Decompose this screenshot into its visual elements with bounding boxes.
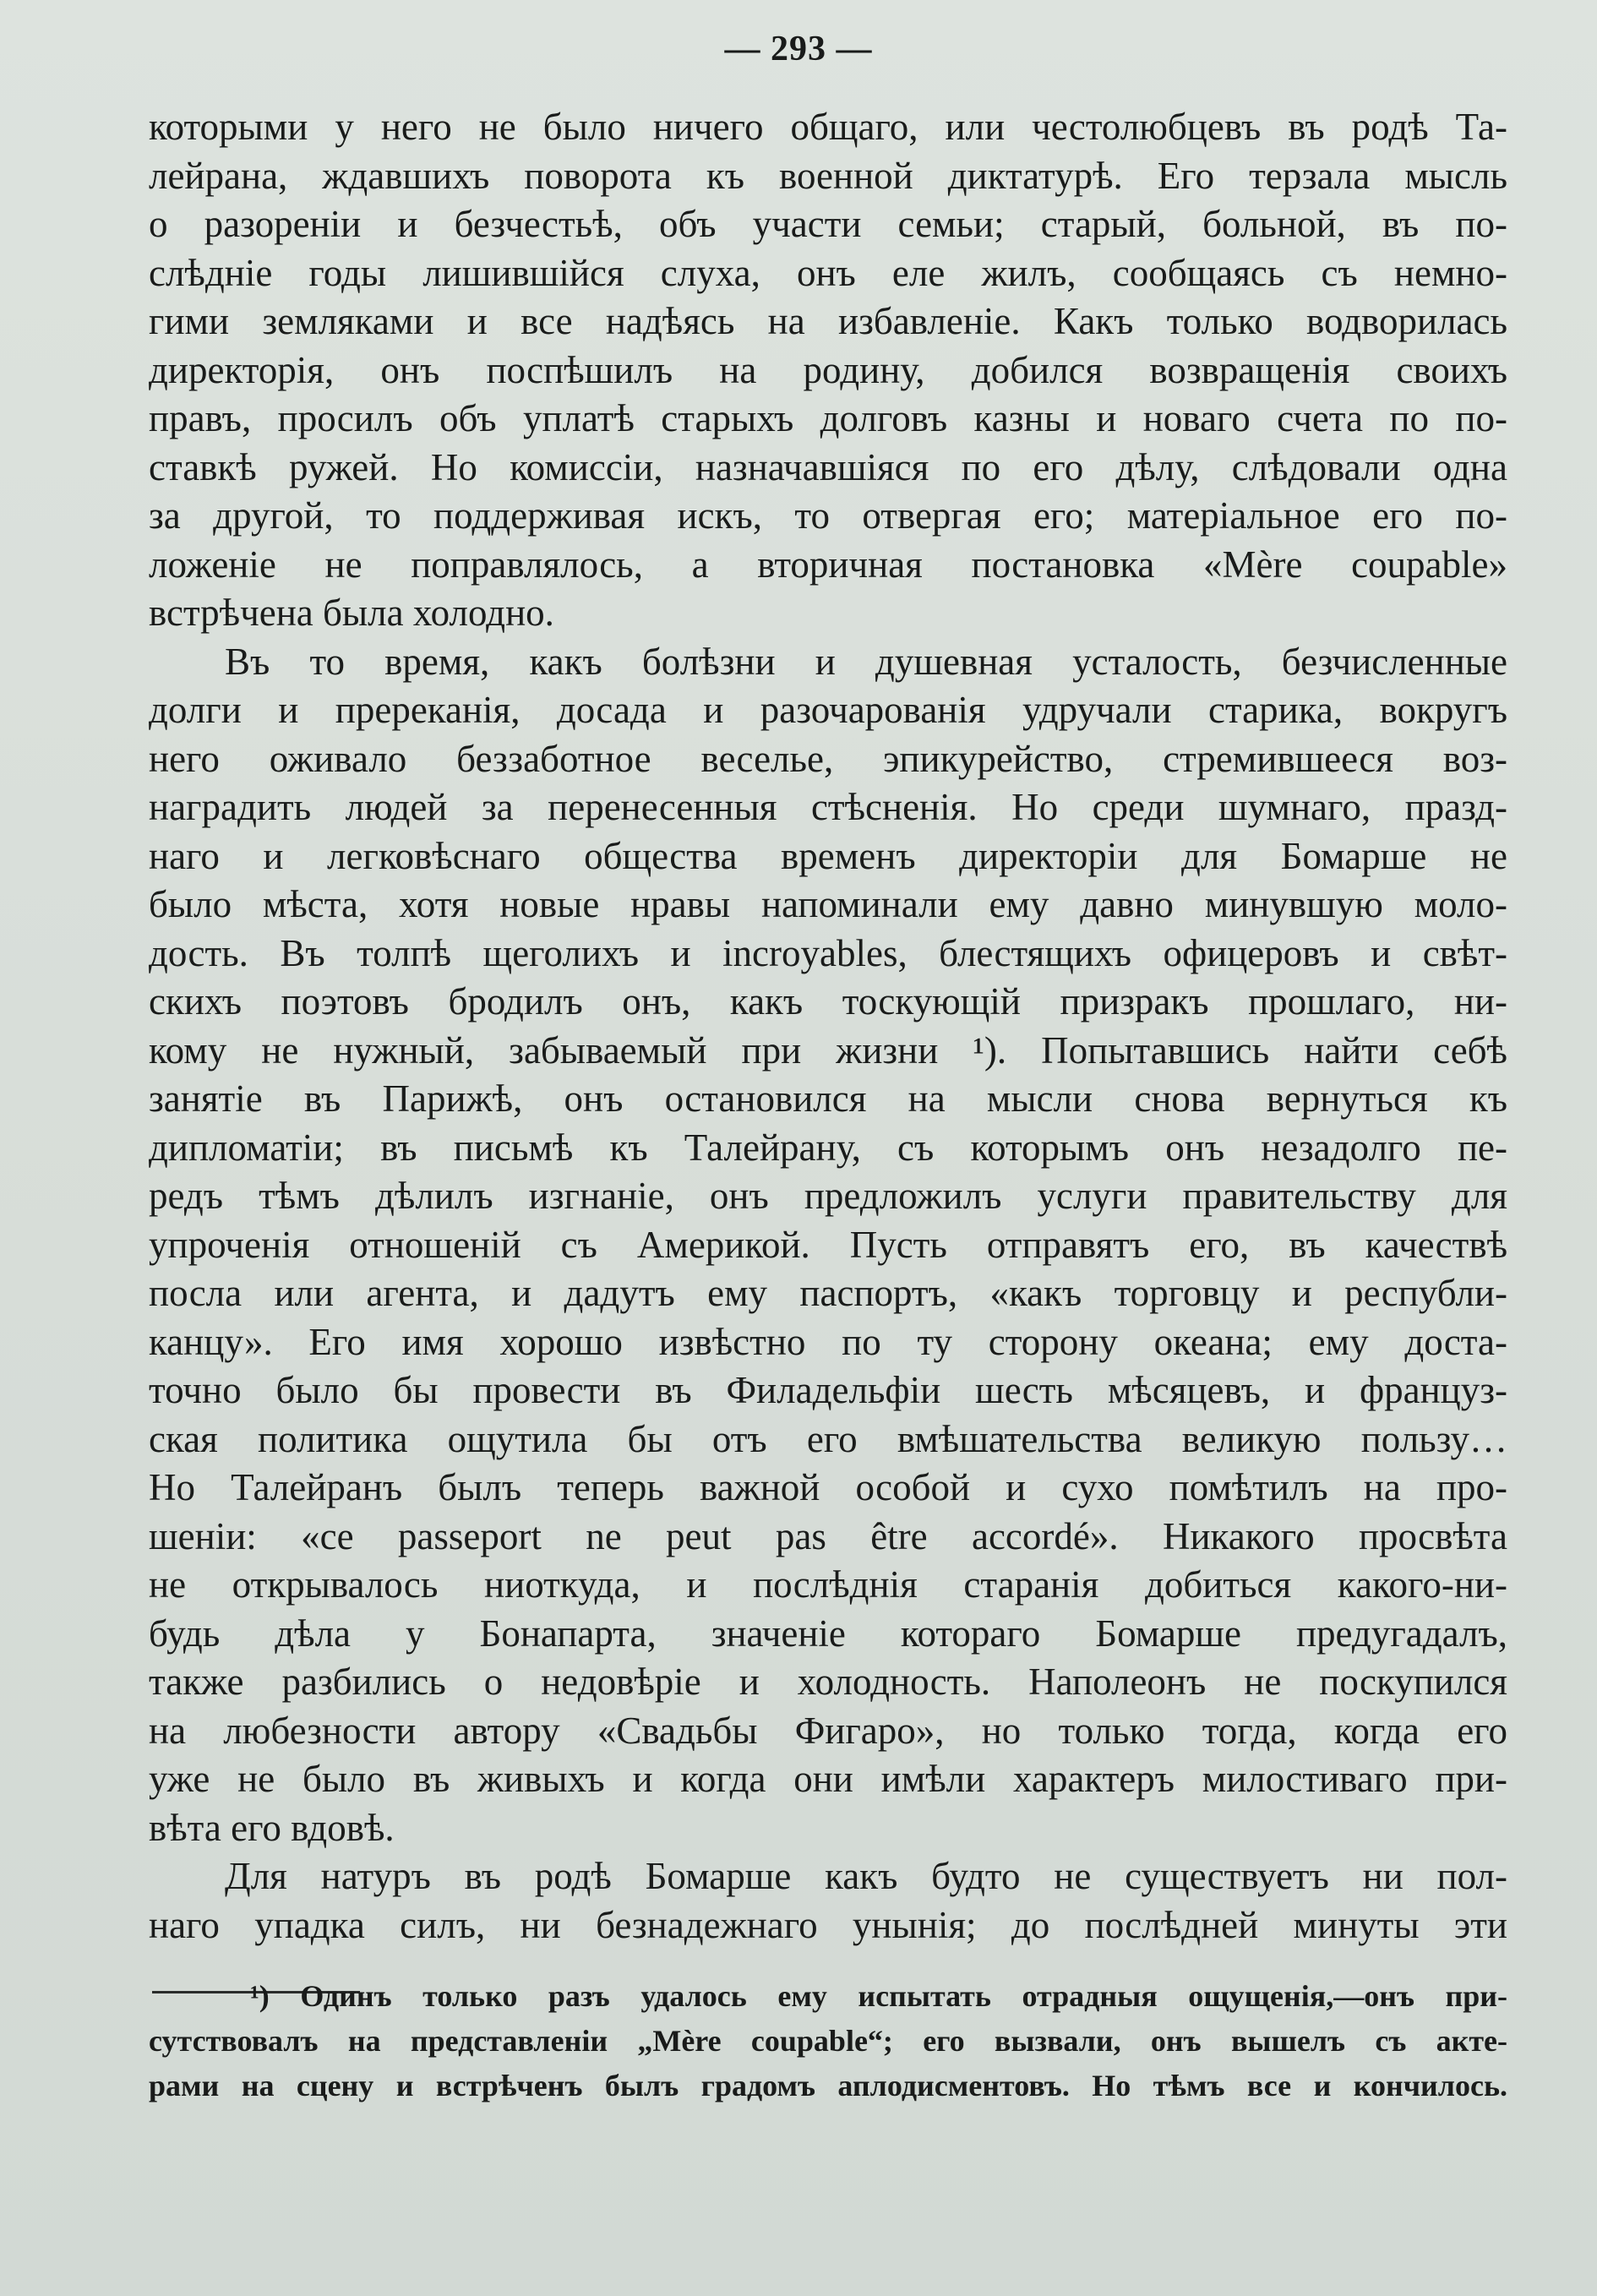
footnote-text: [149, 1974, 1507, 2108]
footnote-line: рами на сцену и встрѣченъ былъ градомъ аплодисментовъ. Но тѣмъ все и кончилось.: [149, 2069, 1507, 2102]
text-line: было мѣста, хотя новые нравы напоминали ему давно минувшую моло-: [149, 883, 1507, 925]
text-line: канцу». Его имя хорошо извѣстно по ту сторону океана; ему доста-: [149, 1320, 1507, 1363]
text-line: редъ тѣмъ дѣлилъ изгнаніе, онъ предложилъ услуги правительству для: [149, 1175, 1507, 1217]
text-line: Но Талейранъ былъ теперь важной особой и сухо помѣтилъ на про-: [149, 1466, 1507, 1508]
text-line: дость. Въ толпѣ щеголихъ и incroyables, блестящихъ офицеровъ и свѣт-: [149, 931, 1507, 974]
text-line: Въ то время, какъ болѣзни и душевная усталость, безчисленные: [225, 640, 1507, 683]
text-line: него оживало беззаботное веселье, эпикурейство, стремившееся воз-: [149, 737, 1507, 780]
text-line: наградить людей за перенесенныя стѣсненія. Но среди шумнаго, празд-: [149, 786, 1507, 828]
text-line: за другой, то поддерживая искъ, то отвергая его; матеріальное его по-: [149, 494, 1507, 537]
text-line: кому не нужный, забываемый при жизни ¹). Попытавшись найти себѣ: [149, 1028, 1507, 1072]
text-line: ложеніе не поправлялось, а вторичная постановка «Mère coupable»: [149, 543, 1507, 586]
text-line: ская политика ощутила бы отъ его вмѣшательства великую пользу…: [149, 1417, 1507, 1460]
text-line: встрѣчена была холодно.: [149, 592, 554, 634]
text-line: шеніи: «ce passeport ne peut pas être accordé». Никакого просвѣта: [149, 1514, 1507, 1557]
text-line: не открывалось ниоткуда, и послѣднія старанія добиться какого-ни-: [149, 1563, 1507, 1606]
footnote-line: ¹) Одинъ только разъ удалось ему испытать отрадныя ощущенія,—онъ при-: [250, 1979, 1507, 2013]
text-line: долги и пререканія, досада и разочарованія удручали старика, вокругъ: [149, 689, 1507, 731]
text-line: вѣта его вдовѣ.: [149, 1806, 395, 1849]
text-line: о разореніи и безчестьѣ, объ участи семьи; старый, больной, въ по-: [149, 203, 1507, 245]
text-line: точно было бы провести въ Филадельфіи шесть мѣсяцевъ, и француз-: [149, 1369, 1507, 1411]
text-line: уже не было въ живыхъ и когда они имѣли характеръ милостиваго при-: [149, 1758, 1507, 1800]
text-line: занятіе въ Парижѣ, онъ остановился на мысли снова вернуться къ: [149, 1077, 1507, 1120]
body-text: [149, 103, 1507, 1950]
text-line: посла или агента, и дадутъ ему паспортъ, «какъ торговцу и республи-: [149, 1272, 1507, 1314]
text-line: правъ, просилъ объ уплатѣ старыхъ долговъ казны и новаго счета по по-: [149, 397, 1507, 439]
text-line: наго и легковѣснаго общества временъ директоріи для Бомарше не: [149, 834, 1507, 877]
text-line: слѣдніе годы лишившійся слуха, онъ еле жилъ, сообщаясь съ немно-: [149, 251, 1507, 294]
text-line: дипломатіи; въ письмѣ къ Талейрану, съ которымъ онъ незадолго пе-: [149, 1126, 1507, 1169]
text-line: лейрана, ждавшихъ поворота къ военной диктатурѣ. Его терзала мысль: [149, 154, 1507, 197]
text-line: Для натуръ въ родѣ Бомарше какъ будто не существуетъ ни пол-: [225, 1855, 1507, 1897]
text-line: будь дѣла у Бонапарта, значеніе котораго Бомарше предугадалъ,: [149, 1612, 1507, 1655]
text-line: директорія, онъ поспѣшилъ на родину, добился возвращенія своихъ: [149, 348, 1507, 391]
text-line: наго упадка силъ, ни безнадежнаго унынія; до послѣдней минуты эти: [149, 1903, 1507, 1946]
text-line: скихъ поэтовъ бродилъ онъ, какъ тоскующій призракъ прошлаго, ни-: [149, 980, 1507, 1023]
text-line: которыми у него не было ничего общаго, или честолюбцевъ въ родѣ Та-: [149, 106, 1507, 148]
text-line: также разбились о недовѣріе и холодность. Наполеонъ не поскупился: [149, 1661, 1507, 1703]
text-line: ставкѣ ружей. Но комиссіи, назначавшіяся по его дѣлу, слѣдовали одна: [149, 445, 1507, 488]
page-number: — 293 —: [724, 30, 873, 68]
text-line: упроченія отношеній съ Америкой. Пусть отправятъ его, въ качествѣ: [149, 1223, 1507, 1266]
footnote-line: сутствовалъ на представленіи „Mère coupable“; его вызвали, онъ вышелъ съ акте-: [149, 2024, 1507, 2058]
text-line: гими земляками и все надѣясь на избавленіе. Какъ только водворилась: [149, 300, 1507, 342]
text-line: на любезности автору «Свадьбы Фигаро», но только тогда, когда его: [149, 1709, 1507, 1752]
